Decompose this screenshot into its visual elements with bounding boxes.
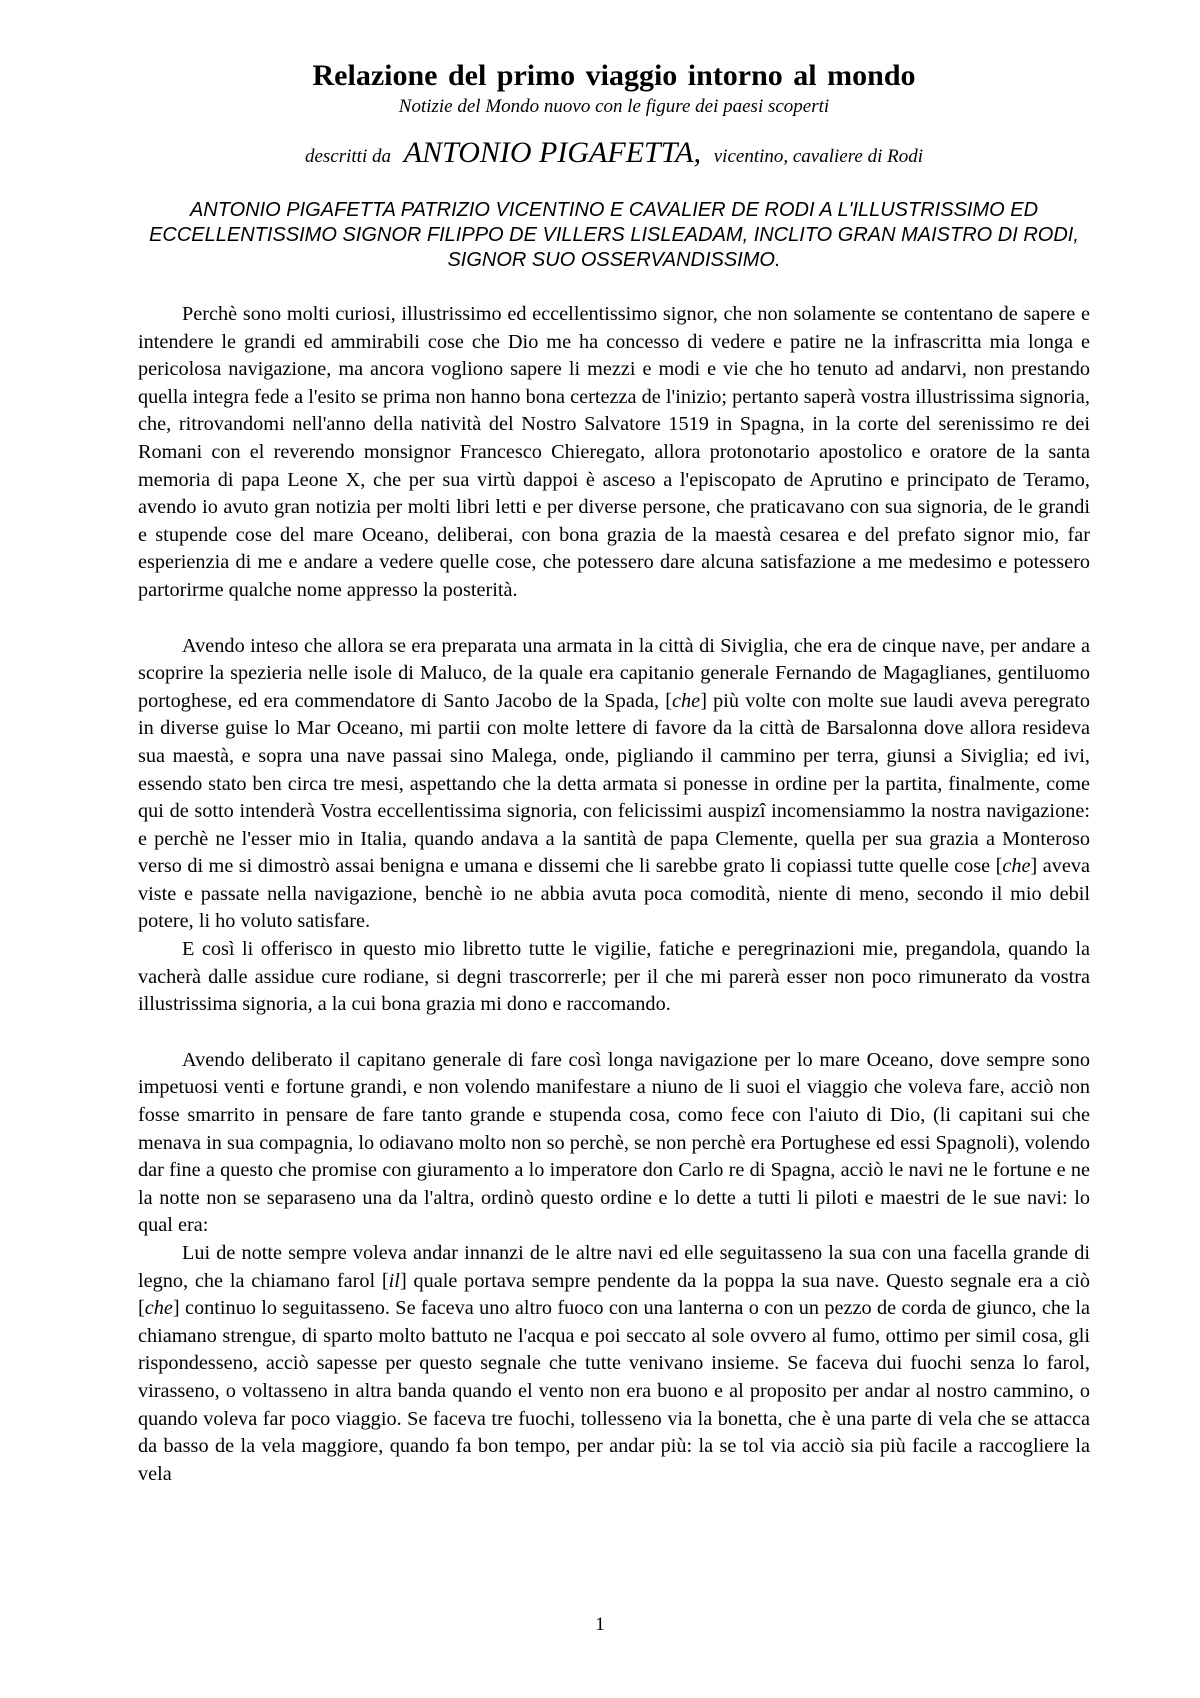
document-subtitle: Notizie del Mondo nuovo con le figure dei paesi scoperti xyxy=(398,96,830,117)
editorial-insert: il xyxy=(388,1269,400,1292)
editorial-insert: che xyxy=(672,689,701,712)
editorial-insert: che xyxy=(1002,855,1031,878)
paragraph-5 xyxy=(138,1240,1090,1488)
paragraph-2-part-a: Avendo inteso che allora se era preparata una armata in la città di Siviglia, che era de cinque nave, per andare a scoprire la spezieria nelle isole di Maluco, de la quale era capitanio generale Fernando de Magaglianes, gentiluomo portoghese, ed era commendatore di Santo Jacobo de la Spada, [ xyxy=(138,634,1090,712)
paragraph-2-part-c: ] aveva viste e passate nella navigazione, benchè io ne abbia avuta poca comodità, niente di meno, secondo il mio debil potere, li ho voluto satisfare. xyxy=(138,855,1090,933)
dedication-heading: ANTONIO PIGAFETTA PATRIZIO VICENTINO E CAVALIER DE RODI A L'ILLUSTRISSIMO ED ECCELLENTISSIMO SIGNOR FILIPPO DE VILLERS LISLEADAM, INCLITO GRAN MAISTRO DI RODI, SIGNOR SUO OSSERVANDISSIMO. xyxy=(149,199,1079,271)
paragraph-2-part-b: ] più volte con molte sue laudi aveva peregrato in diverse guise lo Mar Oceano, mi partii con molte lettere di favore da la città de Barsalonna dove allora resideva sua maestà, e sopra una nave passai sino Malega, onde, pigliando il cammino per terra, giunsi a Siviglia; ed ivi, essendo stato ben circa tre mesi, aspettando che la detta armata si ponesse in ordine per la partita, finalmente, come qui de sotto intenderà Vostra eccellentissima signoria, con felicissimi auspizî incomensiammo la nostra navigazione: e perchè ne l'esser mio in Italia, quando andava a la santità de papa Clemente, quella per sua grazia a Monteroso verso di me si dimostrò assai benigna e umana e dissemi che li sarebbe grato li copiassi tutte quelle cose [ xyxy=(138,689,1090,878)
byline xyxy=(138,136,1090,174)
paragraph-3: E così li offerisco in questo mio libretto tutte le vigilie, fatiche e peregrinazioni mie, pregandola, quando la vacherà dalle assidue cure rodiane, si degni trascorrerle; per il che mi parerà esser non poco rimunerato da vostra illustrissima signoria, a la cui bona grazia mi dono e raccomando. xyxy=(138,938,1090,1016)
page-number: 1 xyxy=(595,1614,605,1635)
paragraph-5-part-a: Lui de notte sempre voleva andar innanzi de le altre navi ed elle seguitasseno la sua con una facella grande di legno, che la chiamano farol [ xyxy=(138,1242,1090,1292)
document-title: Relazione del primo viaggio intorno al mondo xyxy=(312,59,916,92)
paragraph-5-part-c: ] continuo lo seguitasseno. Se faceva uno altro fuoco con una lanterna o con un pezzo de corda de giunco, che la chiamano strengue, di sparto molto battuto ne l'acqua e poi seccato al sole ovvero al fumo, ottimo per simil cosa, gli rispondesseno, acciò sapesse per questo segnale che tutte venivano insieme. Se faceva dui fuochi senza lo farol, virasseno, o voltasseno in altra banda quando el vento non era buono e al proposito per andar al nostro cammino, o quando voleva far poco viaggio. Se faceva tre fuochi, tollesseno via la bonetta, che è una parte di vela che se attacca da basso de la vela maggiore, quando fa bon tempo, per andar più: la se tol via acciò sia più facile a raccogliere la vela xyxy=(138,1297,1090,1485)
paragraph-2 xyxy=(138,633,1090,937)
byline-suffix: vicentino, cavaliere di Rodi xyxy=(713,146,924,167)
paragraph-4: Avendo deliberato il capitano generale di fare così longa navigazione per lo mare Oceano, dove sempre sono impetuosi venti e fortune grandi, e non volendo manifestare a niuno de li suoi el viaggio che voleva fare, acciò non fosse smarrito in pensare de fare tanto grande e stupenda cosa, como fece con l'aiuto di Dio, (li capitani sui che menava in sua compagnia, lo odiavano molto non so perchè, se non perchè era Portughese ed essi Spagnoli), volendo dar fine a questo che promise con giuramento a lo imperatore don Carlo re di Spagna, acciò le navi ne le fortune e ne la notte non se separaseno una da l'altra, ordinò questo ordine e lo dette a tutti li piloti e maestri de le sue navi: lo qual era: xyxy=(138,1048,1090,1237)
byline-prefix: descritti da xyxy=(304,146,391,167)
editorial-insert: che xyxy=(144,1297,173,1320)
body-text xyxy=(138,301,1090,1488)
paragraph-1: Perchè sono molti curiosi, illustrissimo ed eccellentissimo signor, che non solamente se contentano de sapere e intendere le grandi ed ammirabili cose che Dio me ha concesso di vedere e patire ne la infrascritta mia longa e pericolosa navigazione, ma ancora vogliono sapere li mezzi e modi e vie che ho tenuto ad andarvi, non prestando quella integra fede a l'esito se prima non hanno bona certezza de l'inizio; pertanto saperà vostra illustrissima signoria, che, ritrovandomi nell'anno della natività del Nostro Salvatore 1519 in Spagna, in la corte del serenissimo re dei Romani con el reverendo monsignor Francesco Chieregato, allora protonotario apostolico e oratore de la santa memoria di papa Leone X, che per sua virtù dappoi è asceso a l'episcopato de Aprutino e principato de Teramo, avendo io avuto gran notizia per molti libri letti e per diverse persone, che praticavano con sua signoria, de le grandi e stupende cose del mare Oceano, deliberai, con bona grazia de la maestà cesarea e del prefato signor mio, far esperienzia di me e andare a vedere quelle cose, che potessero dare alcuna satisfazione a me medesimo e potessero partorirme qualche nome appresso la posterità. xyxy=(138,303,1090,601)
byline-author: ANTONIO PIGAFETTA, xyxy=(403,136,701,169)
paragraph-5-part-b: ] quale portava sempre pendente da la poppa la sua nave. Questo segnale era a ciò [ xyxy=(138,1269,1090,1320)
